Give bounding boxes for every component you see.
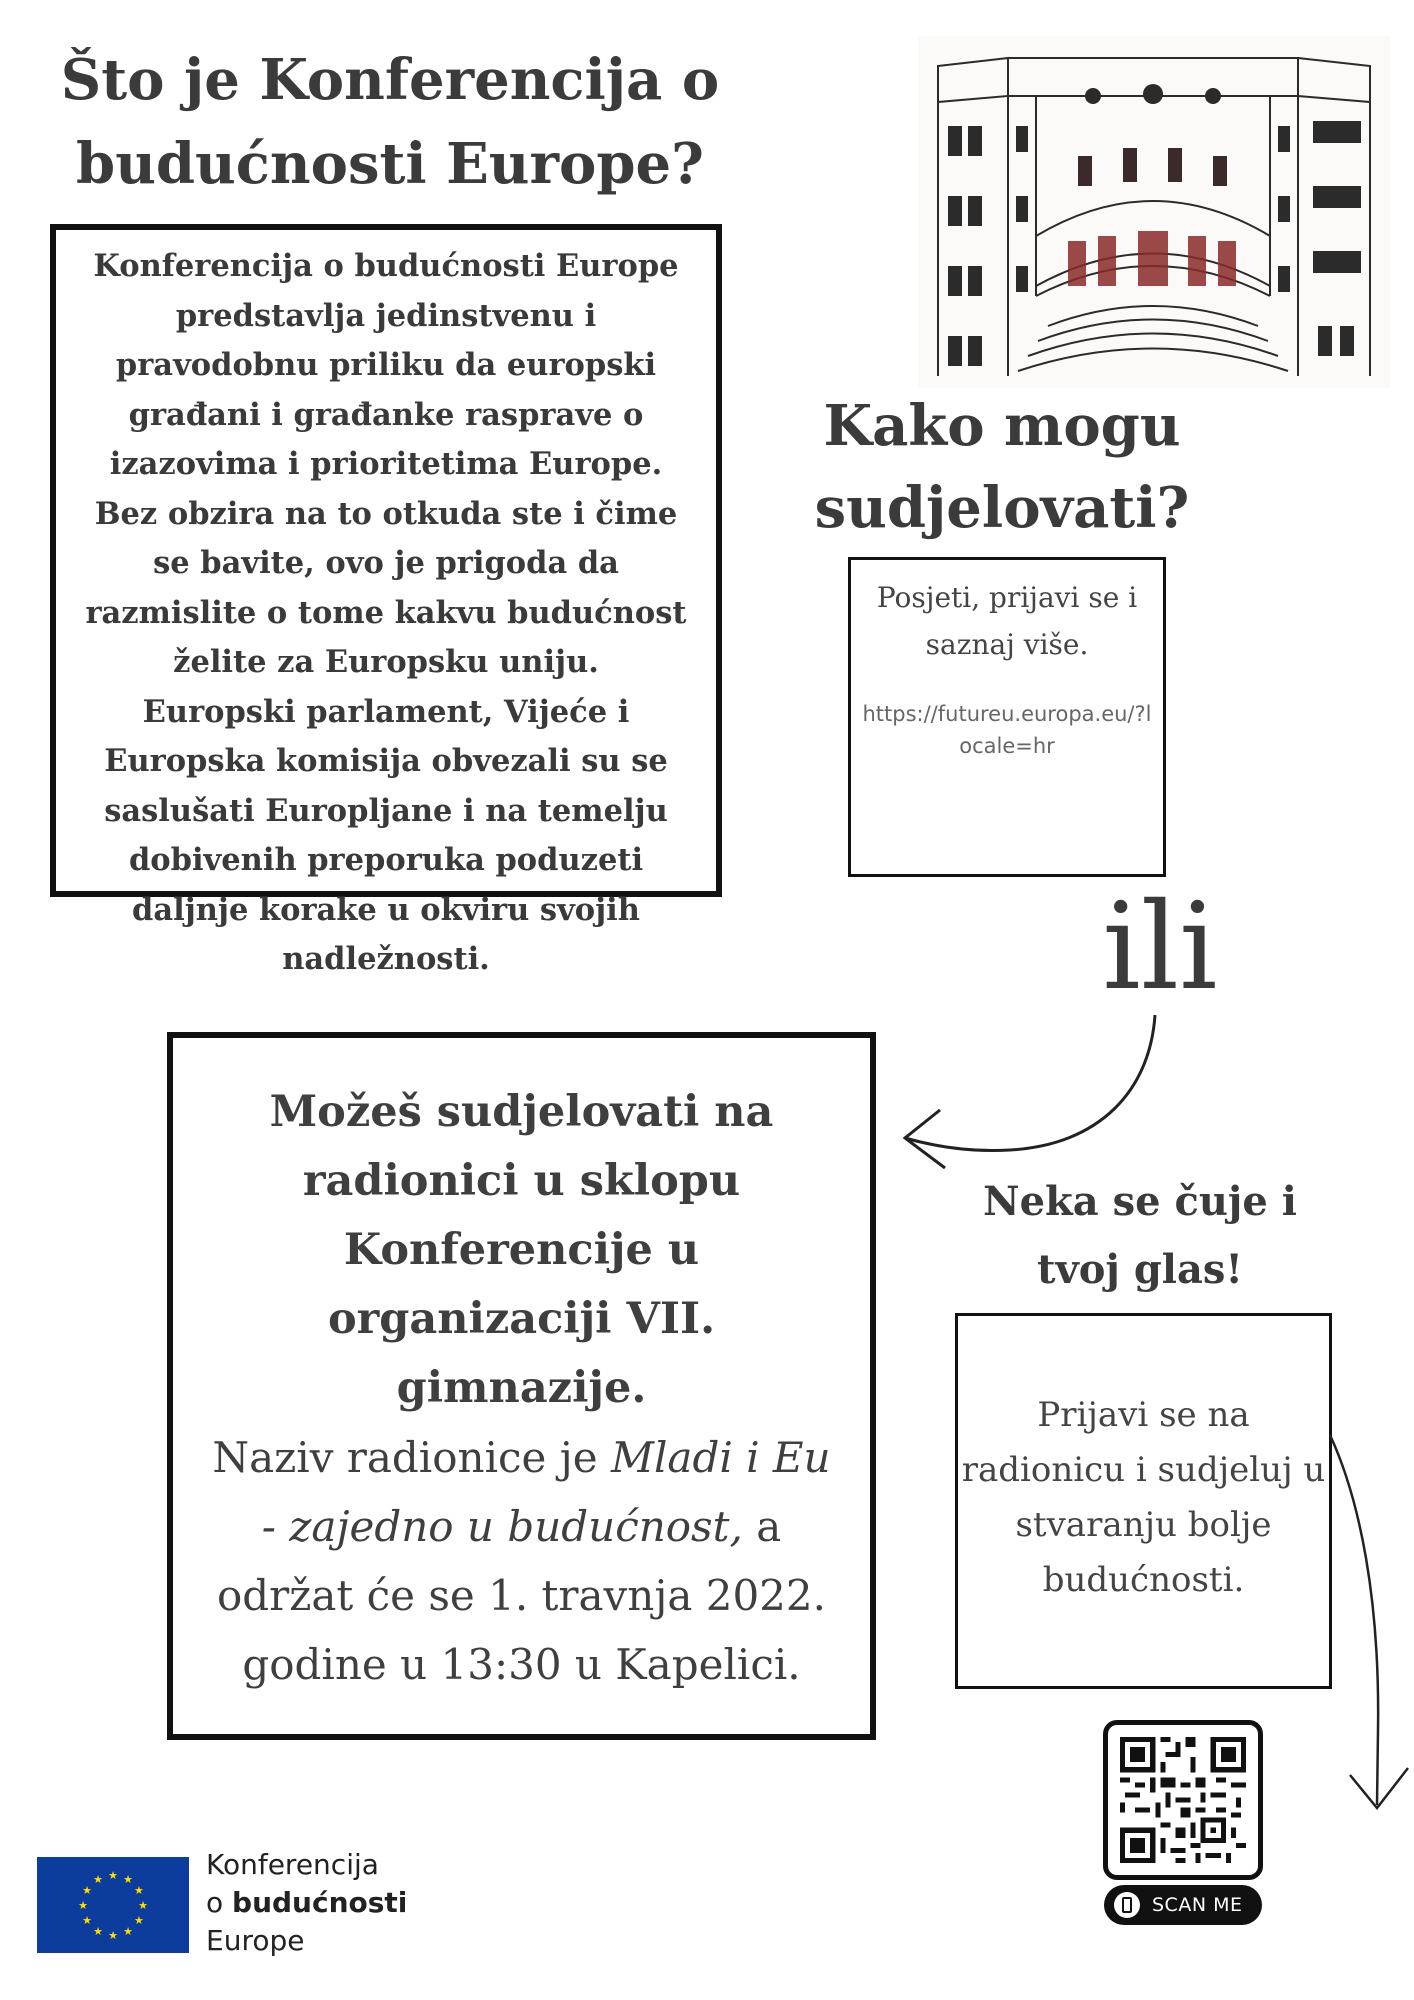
page-title-line-1: Što je Konferencija o — [60, 47, 720, 113]
eu-star-icon: ★ — [123, 1924, 133, 1938]
participate-heading-line-1: Kako mogu — [823, 393, 1181, 459]
eu-star-icon: ★ — [82, 1884, 92, 1897]
logo-line-1: Konferencija — [206, 1848, 379, 1881]
scan-me-badge — [1104, 1885, 1262, 1925]
eu-star-icon: ★ — [93, 1924, 103, 1938]
signup-box — [955, 1313, 1332, 1689]
page-title — [40, 38, 740, 206]
participate-heading — [812, 385, 1192, 549]
participate-heading-line-2: sudjelovati? — [814, 475, 1190, 541]
voice-heading — [960, 1168, 1320, 1304]
page-title-line-2: budućnosti Europe? — [76, 131, 704, 197]
visit-text: Posjeti, prijavi se i saznaj više. — [876, 581, 1138, 661]
eu-star-icon: ★ — [108, 1869, 118, 1882]
eu-star-icon: ★ — [134, 1884, 144, 1897]
eu-star-icon: ★ — [82, 1914, 92, 1927]
eu-star-icon: ★ — [123, 1873, 133, 1887]
eu-star-icon: ★ — [134, 1914, 144, 1927]
eu-star-icon: ★ — [78, 1899, 88, 1912]
qr-code[interactable] — [1103, 1720, 1263, 1880]
logo-line-2 — [206, 1884, 466, 1922]
or-text: ili — [1102, 878, 1218, 1017]
visit-box — [848, 557, 1166, 877]
qr-code-pattern — [1120, 1737, 1246, 1863]
curved-arrow-left-icon — [900, 1010, 1180, 1180]
logo-line-2-bold: budućnosti — [232, 1886, 408, 1919]
voice-heading-line-2: tvoj glas! — [1037, 1246, 1243, 1293]
conference-logo-text — [206, 1846, 466, 1960]
phone-icon — [1114, 1892, 1140, 1918]
eu-star-icon: ★ — [108, 1929, 118, 1942]
voice-heading-line-1: Neka se čuje i — [983, 1178, 1297, 1225]
workshop-details — [203, 1423, 840, 1699]
about-paragraph-2: Europski parlament, Vijeće i Europska komisija obvezali su se saslušati Europljane i na temelju dobivenih preporuka poduzeti daljnje korake u okviru svojih nadležnosti. — [104, 693, 668, 977]
about-box — [50, 224, 722, 977]
website-link[interactable]: https://futureu.europa.eu/?locale=hr — [862, 702, 1152, 758]
logo-line-3: Europe — [206, 1924, 305, 1957]
workshop-text-after: a održat će se 1. travnja 2022. godine u 13:30 u Kapelici. — [217, 1502, 826, 1689]
workshop-text-before: Naziv radionice je — [212, 1433, 611, 1482]
signup-text: Prijavi se na radionicu i sudjeluj u stvaranju bolje budućnosti. — [961, 1395, 1326, 1600]
building-sketch-drawing — [918, 36, 1390, 388]
workshop-box — [167, 1032, 876, 1740]
workshop-intro: Možeš sudjelovati na radionici u sklopu Konferencije u organizaciji VII. gimnazije. — [269, 1087, 774, 1413]
workshop-title: Mladi i Eu - zajedno u budućnost, — [261, 1433, 831, 1551]
eu-flag-drawing — [37, 1857, 189, 1953]
curved-arrow-down-icon — [1320, 1430, 1414, 1820]
logo-line-2-prefix: o — [206, 1886, 233, 1919]
eu-star-icon: ★ — [138, 1899, 148, 1912]
scan-me-label: SCAN ME — [1152, 1894, 1243, 1916]
about-paragraph-1: Konferencija o budućnosti Europe predstavlja jedinstvenu i pravodobnu priliku da europski građani i građanke rasprave o izazovima i prioritetima Europe. Bez obzira na to otkuda ste i čime se bavite, ovo je prigoda da razmislite o tome kakvu budućnost želite za Europsku uniju. — [85, 248, 687, 680]
eu-flag-logo — [37, 1857, 189, 1953]
building-sketch-image — [918, 36, 1390, 388]
eu-star-icon: ★ — [93, 1873, 103, 1887]
